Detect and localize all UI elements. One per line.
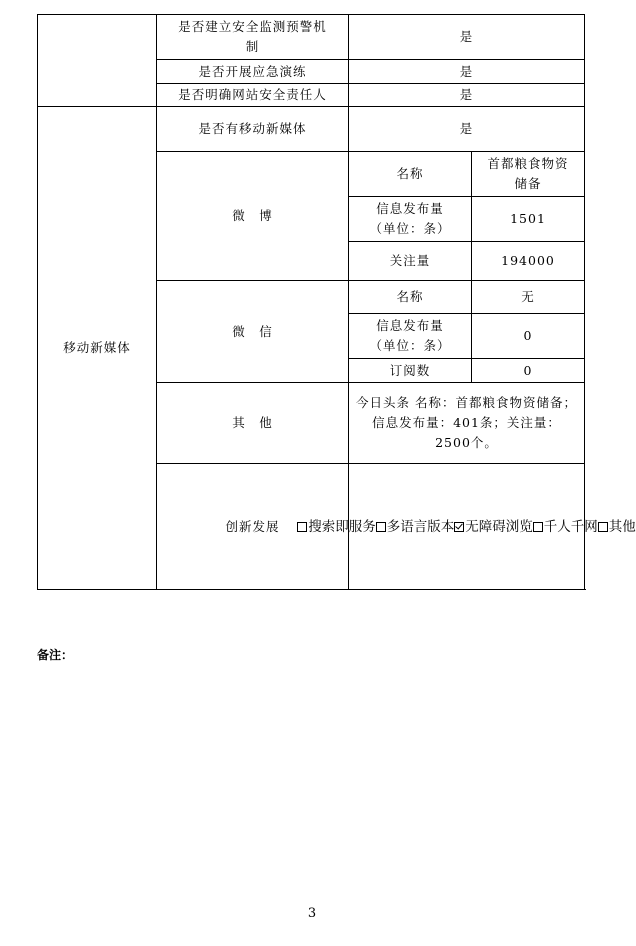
checkbox-personalized[interactable]: [533, 522, 543, 532]
innovation-options-cell: [308, 464, 636, 590]
checkbox-other[interactable]: [598, 522, 608, 532]
responsible-label: 是否明确网站安全责任人: [157, 84, 349, 107]
checkbox-search-service[interactable]: [297, 522, 307, 532]
wechat-posts-value: 0: [472, 314, 585, 359]
page-number: 3: [307, 906, 317, 921]
option-search-service[interactable]: [297, 517, 376, 537]
has-media-label: 是否有移动新媒体: [157, 107, 349, 152]
wechat-name-label: 名称: [349, 281, 472, 314]
innovation-label: 创新发展: [157, 464, 349, 590]
option-label: 千人千网: [543, 518, 598, 535]
has-media-value: 是: [349, 107, 585, 152]
wechat-posts-label: 信息发布量（单位：条）: [349, 314, 472, 359]
weibo-name-label: 名称: [349, 152, 472, 197]
weibo-followers-label: 关注量: [349, 242, 472, 281]
checkbox-multilingual[interactable]: [376, 522, 386, 532]
drill-value: 是: [349, 60, 585, 84]
option-label: 多语言版本: [386, 518, 455, 535]
note-label: 备注：: [37, 648, 74, 662]
responsible-value: 是: [349, 84, 585, 107]
drill-label: 是否开展应急演练: [157, 60, 349, 84]
warning-label: 是否建立安全监测预警机制: [157, 15, 349, 60]
innovation-checkbox-group: [308, 517, 636, 537]
table-row: [38, 107, 585, 152]
weibo-posts-value: 1501: [472, 197, 585, 242]
option-label: 搜索即服务: [308, 518, 376, 535]
option-personalized[interactable]: [533, 517, 598, 537]
weibo-label: 微 博: [157, 152, 349, 281]
option-accessibility[interactable]: [454, 517, 533, 537]
weibo-posts-label: 信息发布量（单位：条）: [349, 197, 472, 242]
wechat-name-value: 无: [472, 281, 585, 314]
wechat-label: 微 信: [157, 281, 349, 383]
report-table: [37, 14, 636, 590]
table-row: [38, 15, 585, 60]
wechat-subscribers-label: 订阅数: [349, 359, 472, 383]
security-category-cell: [38, 15, 157, 107]
option-label: 无障碍浏览: [465, 518, 533, 535]
media-section-label: 移动新媒体: [38, 107, 157, 590]
option-other[interactable]: [598, 517, 636, 537]
weibo-followers-value: 194000: [472, 242, 585, 281]
warning-value: 是: [349, 15, 585, 60]
option-multilingual[interactable]: [376, 517, 455, 537]
checkbox-accessibility-checked[interactable]: [454, 522, 464, 532]
other-value: 今日头条 名称：首都粮食物资储备；信息发布量：401条；关注量：2500个。: [349, 383, 585, 464]
wechat-subscribers-value: 0: [472, 359, 585, 383]
option-label: 其他: [608, 518, 636, 535]
other-label: 其 他: [157, 383, 349, 464]
weibo-name-value: 首都粮食物资储备: [472, 152, 585, 197]
